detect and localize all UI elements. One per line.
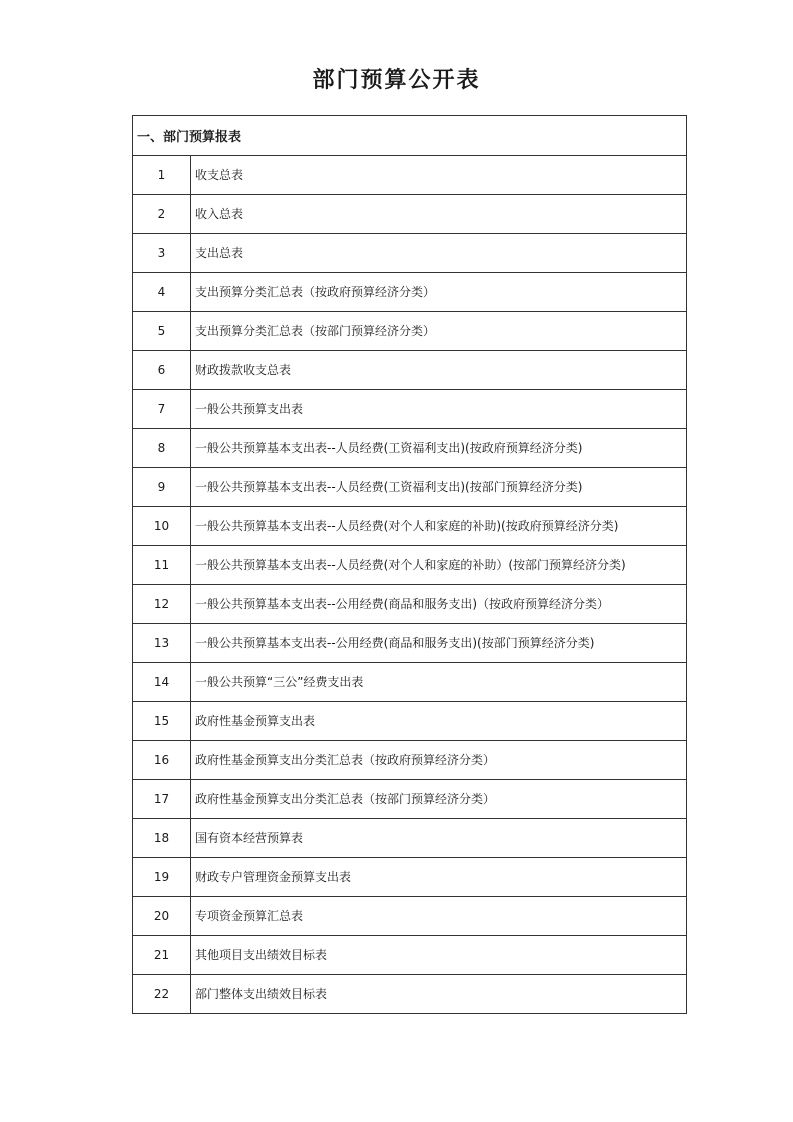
report-title: 收支总表: [191, 156, 687, 195]
table-row: [133, 273, 687, 312]
row-number: 21: [133, 936, 191, 975]
row-number: 5: [133, 312, 191, 351]
row-number: 16: [133, 741, 191, 780]
report-title: 财政拨款收支总表: [191, 351, 687, 390]
table-row: [133, 429, 687, 468]
table-row: [133, 195, 687, 234]
report-title: 部门整体支出绩效目标表: [191, 975, 687, 1014]
row-number: 1: [133, 156, 191, 195]
table-row: [133, 897, 687, 936]
table-row: [133, 702, 687, 741]
row-number: 15: [133, 702, 191, 741]
report-title: 一般公共预算基本支出表--公用经费(商品和服务支出)(按部门预算经济分类): [191, 624, 687, 663]
table-row: [133, 624, 687, 663]
row-number: 11: [133, 546, 191, 585]
budget-report-table: [132, 115, 687, 1014]
table-row: [133, 663, 687, 702]
table-row: [133, 858, 687, 897]
row-number: 20: [133, 897, 191, 936]
report-title: 一般公共预算支出表: [191, 390, 687, 429]
report-title: 一般公共预算基本支出表--人员经费(对个人和家庭的补助)(按政府预算经济分类): [191, 507, 687, 546]
table-row: [133, 819, 687, 858]
section-heading: 一、部门预算报表: [133, 116, 687, 156]
row-number: 19: [133, 858, 191, 897]
row-number: 7: [133, 390, 191, 429]
row-number: 13: [133, 624, 191, 663]
report-title: 一般公共预算“三公”经费支出表: [191, 663, 687, 702]
table-row: [133, 351, 687, 390]
row-number: 14: [133, 663, 191, 702]
row-number: 22: [133, 975, 191, 1014]
row-number: 9: [133, 468, 191, 507]
row-number: 6: [133, 351, 191, 390]
table-row: [133, 507, 687, 546]
report-title: 支出预算分类汇总表（按政府预算经济分类）: [191, 273, 687, 312]
report-title: 一般公共预算基本支出表--人员经费(对个人和家庭的补助）(按部门预算经济分类): [191, 546, 687, 585]
table-body: [133, 116, 687, 1014]
report-title: 政府性基金预算支出表: [191, 702, 687, 741]
row-number: 4: [133, 273, 191, 312]
row-number: 2: [133, 195, 191, 234]
report-title: 支出预算分类汇总表（按部门预算经济分类）: [191, 312, 687, 351]
row-number: 3: [133, 234, 191, 273]
row-number: 12: [133, 585, 191, 624]
page-title: 部门预算公开表: [312, 68, 481, 93]
table-row: [133, 390, 687, 429]
table-row: [133, 468, 687, 507]
table-row: [133, 312, 687, 351]
report-title: 一般公共预算基本支出表--公用经费(商品和服务支出)（按政府预算经济分类）: [191, 585, 687, 624]
section-heading-row: [133, 116, 687, 156]
table-row: [133, 936, 687, 975]
report-title: 政府性基金预算支出分类汇总表（按政府预算经济分类）: [191, 741, 687, 780]
row-number: 17: [133, 780, 191, 819]
report-title: 收入总表: [191, 195, 687, 234]
table-row: [133, 546, 687, 585]
row-number: 18: [133, 819, 191, 858]
report-title: 其他项目支出绩效目标表: [191, 936, 687, 975]
report-title: 一般公共预算基本支出表--人员经费(工资福利支出)(按政府预算经济分类): [191, 429, 687, 468]
report-title: 国有资本经营预算表: [191, 819, 687, 858]
table-row: [133, 234, 687, 273]
row-number: 10: [133, 507, 191, 546]
table-row: [133, 975, 687, 1014]
table-row: [133, 780, 687, 819]
row-number: 8: [133, 429, 191, 468]
report-title: 支出总表: [191, 234, 687, 273]
table-row: [133, 156, 687, 195]
table-row: [133, 585, 687, 624]
table-row: [133, 741, 687, 780]
report-title: 政府性基金预算支出分类汇总表（按部门预算经济分类）: [191, 780, 687, 819]
report-title: 专项资金预算汇总表: [191, 897, 687, 936]
report-title: 一般公共预算基本支出表--人员经费(工资福利支出)(按部门预算经济分类): [191, 468, 687, 507]
report-title: 财政专户管理资金预算支出表: [191, 858, 687, 897]
